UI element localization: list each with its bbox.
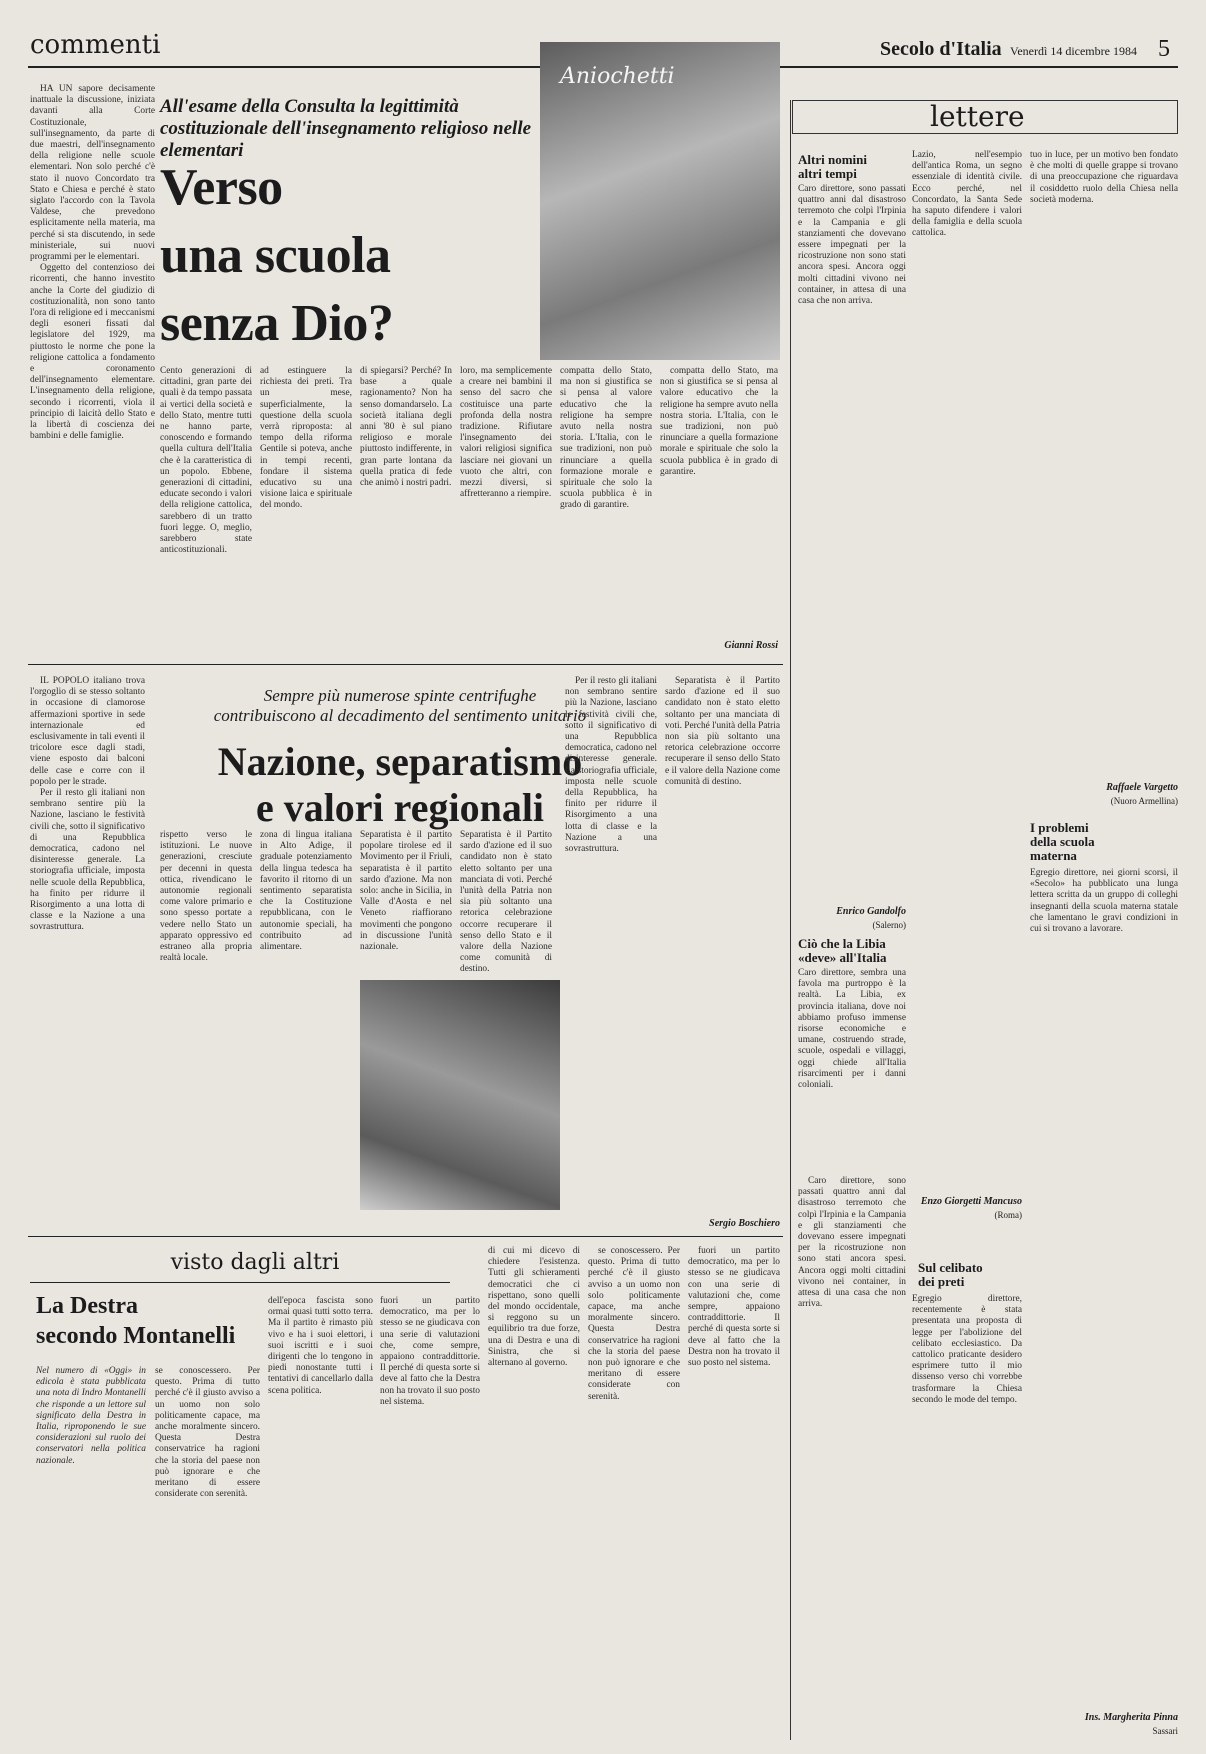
letter4-text: Egregio direttore, nei giorni scorsi, il «Secolo» ha pubblicato una lunga lettera scritta da un gruppo di colleghi insegnanti della scuola materna statale che lamentano le gravi condizioni in cui si trovano a lavorare. — [1030, 868, 1178, 935]
letter4-title-2: della scuola — [1030, 834, 1095, 849]
article2-intro: IL POPOLO italiano trova l'orgoglio di se stesso soltanto in occasione di clamorose affermazioni sportive in sede internazionale ed esclusivamente in tali eventi il tricolore esce dagli stadi, viene esposto dai balconi delle case e corre con il popolo per le strade. — [30, 676, 145, 787]
article1-col1: Oggetto del contenzioso dei ricorrenti, che hanno investito anche la Corte del giudizio di costituzionalità, non sono tanto l'ora di religione ed i meccanismi degli esoneri fissati dal legislatore del 1929, ma piuttosto le norme che pone la religione cattolica a fondamento e coronamento dell'insegnamento elementare. L'insegnamento della religione, secondo i ricorrenti, viola il principio di laicità dello Stato e la libertà di coscienza dei bambini e delle famiglie. — [30, 263, 155, 442]
article2-col7-text: Separatista è il Partito sardo d'azione ed il suo candidato non è stato eletto soltanto per una manciata di voti. Perché l'unità della Patria non sia più soltanto una retorica celebrazione occorre recuperare il senso dello Stato e il valore della Nazione come comunità di destino. — [665, 676, 780, 787]
article1-photo — [540, 42, 780, 360]
letter2-title-1: Ciò che la Libia — [798, 936, 886, 951]
article2-col5: Separatista è il Partito sardo d'azione ed il suo candidato non è stato eletto soltanto per una manciata di voti. Perché l'unità della Patria non sia più soltanto una retorica celebrazione occorre recuperare il senso dello Stato e il valore della Nazione come comunità di destino. — [460, 830, 552, 975]
article2-col4: Separatista è il partito popolare tirolese ed il Movimento per il Friuli, separatista è il partito sardo d'azione. Ma non solo: anche in Sicilia, in Valle d'Aosta e nel Veneto riaffiorano movimenti che pongono in discussione l'unità nazionale. — [360, 830, 452, 953]
letter1-signature: Enrico Gandolfo — [836, 906, 906, 917]
article1-col7 — [660, 366, 778, 636]
article2-bottom-rule — [28, 1236, 783, 1237]
letters-col1-bottom-text: Caro direttore, sono passati quattro anni dal disastroso terremoto che colpì l'Irpinia e la Campania e gli stanziamenti che dovevano essere impegnati per la ricostruzione non sono stati ancora spesi. Ancora oggi molti cittadini vivono nei container, in attesa di una casa che non arriva. — [798, 1176, 906, 1310]
article3-col3: fuori un partito democratico, ma per lo stesso se ne giudicava con una serie di valutazioni che, come sempre, appaiono contraddittorie. Il perché di questa sorte si deve al fatto che la Destra non ha trovato il suo posto nel sistema. — [380, 1296, 480, 1407]
letter1-title-1: Altri nomini — [798, 152, 867, 167]
letters-col2: Lazio, nell'esempio dell'antica Roma, un segno essenziale di identità civile. Ecco perché, nel Concordato, la Santa Sede ha saputo difendere i valori della famiglia e della scuola cattolica. — [912, 150, 1022, 239]
article1-col7-text: compatta dello Stato, ma non si giustifica se si pensa al valore educativo che la religione ha sempre avuto nella nostra storia. L'Italia, con le sue tradizioni, non può rinunciare a quella formazione morale e spirituale che solo la scuola pubblica è in grado di garantire. — [660, 366, 778, 477]
article2-kicker-2: contribuiscono al decadimento del sentimento unitario — [213, 706, 587, 725]
article3-col6-text: fuori un partito democratico, ma per lo stesso se ne giudicava con una serie di valutazioni che, come sempre, appaiono contraddittorie. Il perché di questa sorte si deve al fatto che la Destra non ha trovato il suo posto nel sistema. — [688, 1246, 780, 1369]
article2-kicker-1: Sempre più numerose spinte centrifughe — [263, 686, 537, 705]
article1-col4: di spiegarsi? Perché? In base a quale ragionamento? Non ha senso domandarselo. La società italiana degli anni '80 è sul piano religioso e morale piuttosto indifferente, in gran parte lontana da quella pratica di fede che animò i nostri padri. — [360, 366, 452, 489]
article3-col6 — [688, 1246, 780, 1736]
letter4-place: Sassari — [1152, 1726, 1178, 1736]
article3-title-rule — [30, 1282, 450, 1283]
letter4-title-1: I problemi — [1030, 820, 1089, 835]
article1-intro-column — [30, 84, 155, 734]
article1-kicker: All'esame della Consulta la legittimità costituzionale dell'insegnamento religioso nelle elementari — [160, 96, 532, 161]
article2-col3: zona di lingua italiana in Alto Adige, il graduale potenziamento della lingua tedesca ha favorito il ritorno di un sentimento separatista che la Costituzione repubblicana, con le autonomie speciali, ha contribuito ad alimentare. — [260, 830, 352, 953]
article1-col2: Cento generazioni di cittadini, gran parte dei quali è da tempo passata ai vertici della società e dello Stato, mentre tutti ne hanno parte, conoscendo e formando quella cultura dell'Italia che è la caratteristica di un popolo. Ebbene, generazioni di cittadini, educate secondo i valori della religione cattolica, sarebbero di un tratto fuori legge. O, meglio, sarebbero state anticostituzionali. — [160, 366, 252, 556]
article3-col4: di cui mi dicevo di chiedere l'esistenza. Tutti gli schieramenti democratici che ci rispettano, sono quelli del mondo occidentale, si reggono su un equilibrio tra due forze, una di Destra e una di Sinistra, che si alternano al governo. — [488, 1246, 580, 1369]
right-signature: Raffaele Vargetto — [1106, 782, 1178, 793]
article2-author: Sergio Boschiero — [709, 1218, 780, 1229]
article3-col2: dell'epoca fascista sono ormai quasi tutti sotto terra. Ma il partito è rimasto più vivo e ha i suoi elettori, i suoi iscritti e i suoi dirigenti che lo tengono in piedi nonostante tutti i tentativi di cancellarlo dalla scena politica. — [268, 1296, 373, 1396]
letter1-place: (Salerno) — [872, 920, 906, 930]
article1-headline-1: Verso — [160, 159, 283, 216]
letter2-signature: Enzo Giorgetti Mancuso — [920, 1196, 1022, 1207]
letter1-text: Caro direttore, sono passati quattro anni dal disastroso terremoto che colpì l'Irpinia e la Campania e gli stanziamenti che dovevano essere impegnati per la ricostruzione non sono stati ancora spesi. Ancora oggi molti cittadini vivono nei container, in attesa di una casa che non arriva. — [798, 184, 906, 307]
article3-col5 — [588, 1246, 680, 1736]
article1-headline-2: una scuola — [160, 227, 391, 284]
article1-col6: compatta dello Stato, ma non si giustifica se si pensa al valore educativo che la religione ha sempre avuto nella nostra storia. L'Italia, con le sue tradizioni, non può rinunciare a quella formazione morale e spirituale che solo la scuola pubblica è in grado di garantire. — [560, 366, 652, 511]
letter4-signature: Ins. Margherita Pinna — [1084, 1712, 1178, 1723]
article2-headline-1: Nazione, separatismo — [217, 739, 583, 784]
section-title: commenti — [30, 30, 161, 60]
letters-col1-bottom — [798, 1176, 906, 1736]
page-number: 5 — [1158, 36, 1170, 62]
newspaper-name: Secolo d'Italia — [880, 38, 1002, 60]
letter4-title-3: materna — [1030, 848, 1077, 863]
article1-headline-3: senza Dio? — [160, 295, 394, 352]
article2-col6 — [565, 676, 657, 1226]
article3-section-title: visto dagli altri — [170, 1250, 340, 1275]
article1-col5: loro, ma semplicemente a creare nei bambini il senso del sacro che costituisce una parte profonda della nostra tradizione. Rifiutare l'insegnamento dei valori religiosi significa lasciare nei giovani un vuoto che altri, con mezzi diversi, si affretteranno a riempire. — [460, 366, 552, 500]
article2-photo — [360, 980, 560, 1210]
article3-headline-2: secondo Montanelli — [36, 1323, 236, 1349]
letters-left-rule — [790, 100, 791, 1740]
article2-col7 — [665, 676, 780, 1221]
letter3-title-1: Sul celibato — [918, 1260, 983, 1275]
article2-headline-2: e valori regionali — [255, 785, 545, 830]
letters-title: lettere — [930, 100, 1025, 133]
article1-author: Gianni Rossi — [724, 640, 778, 651]
article3-col5-text: se conoscessero. Per questo. Prima di tutto perché c'è il giusto avviso a un uomo non solo politicamente capace, ma anche moralmente sincero. Questa Destra conservatrice ha ragioni che la storia del paese non può ignorare e che meritano di essere considerate con serenità. — [588, 1246, 680, 1402]
article3-headline-1: La Destra — [36, 1293, 138, 1319]
letter2-text: Caro direttore, sembra una favola ma purtroppo è la realtà. La Libia, ex provincia italiana, dove noi abbiamo profuso immense risorse economiche e umane, costruendo strade, scuole, ospedali e villaggi, oggi chiede all'Italia risarcimenti per i danni coloniali. — [798, 968, 906, 1091]
letter2-title-2: «deve» all'Italia — [798, 950, 887, 965]
letters-col3: tuo in luce, per un motivo ben fondato è che molti di quelle grappe si trovano di una preoccupazione che riguardava il cosiddetto ruolo della Chiesa nella società moderna. — [1030, 150, 1178, 205]
article3-intro: Nel numero di «Oggi» in edicola è stata pubblicata una nota di Indro Montanelli che risponde a un lettore sul significato della Destra in Italia, riproponendo le sue considerazioni sul ruolo dei conservatori nella politica nazionale. — [36, 1366, 146, 1466]
right-place: (Nuoro Armellina) — [1110, 796, 1178, 806]
letter3-title-2: dei preti — [918, 1274, 965, 1289]
letter1-title-2: altri tempi — [798, 166, 857, 181]
letter2-place: (Roma) — [994, 1210, 1022, 1220]
article1-col3: ad estinguere la richiesta dei preti. Tra un mese, superficialmente, la questione della scuola verrà riproposta: al tempo della riforma Gentile si poteva, anche in tempi recenti, fondare il sistema educativo su una visione laica e spirituale del mondo. — [260, 366, 352, 511]
article2-col2: rispetto verso le istituzioni. Le nuove generazioni, cresciute per decenni in questa ottica, rivendicano le autonomie regionali come valore primario e sono spesso portate a vedere nello Stato un apparato oppressivo ed estraneo alla propria realtà locale. — [160, 830, 252, 964]
article1-bottom-rule — [28, 664, 783, 665]
issue-date: Venerdì 14 dicembre 1984 — [1010, 44, 1137, 58]
article3-col1: se conoscessero. Per questo. Prima di tutto perché c'è il giusto avviso a un uomo non solo politicamente capace, ma anche moralmente sincero. Questa Destra conservatrice ha ragioni che la storia del paese non può ignorare e che meritano di essere considerate con serenità. — [155, 1366, 260, 1500]
photo-chalkboard-text: Aniochetti — [560, 64, 675, 89]
article2-col1: Per il resto gli italiani non sembrano sentire più la Nazione, lasciano le festività civili che, sotto il significativo di una Repubblica democratica, cadono nel disinteresse generale. La storiografia ufficiale, imposta nelle scuole della Repubblica, ha finito per ridurre il Risorgimento a una lotta di classe e la Nazione a una sovrastruttura. — [30, 788, 145, 933]
letter3-text: Egregio direttore, recentemente è stata presentata una proposta di legge per l'abolizione del celibato ecclesiastico. Da cattolico praticante desidero esprimere tutto il mio dissenso verso chi vorrebbe trasformare la Chiesa secondo le mode del tempo. — [912, 1294, 1022, 1405]
article2-intro-column — [30, 676, 145, 1256]
article2-col6-text: Per il resto gli italiani non sembrano sentire più la Nazione, lasciano le festività civili che, sotto il significativo di una Repubblica democratica, cadono nel disinteresse generale. La storiografia ufficiale, imposta nelle scuole della Repubblica, ha finito per ridurre il Risorgimento a una lotta di classe e la Nazione a una sovrastruttura. — [565, 676, 657, 855]
article1-intro: HA UN sapore decisamente inattuale la discussione, iniziata davanti alla Corte Costituzionale, sull'insegnamento, da parte di due maestri, dell'insegnamento della religione nelle scuole elementari. Non solo perché c'è stato il nuovo Concordato tra Stato e Chiesa e perché è stato siglato l'accordo con la Tavola Valdese, che prevedono esplicitamente nella materia, ma perché si sta discutendo, in sede ministeriale, sui nuovi programmi per le elementari. — [30, 84, 155, 263]
